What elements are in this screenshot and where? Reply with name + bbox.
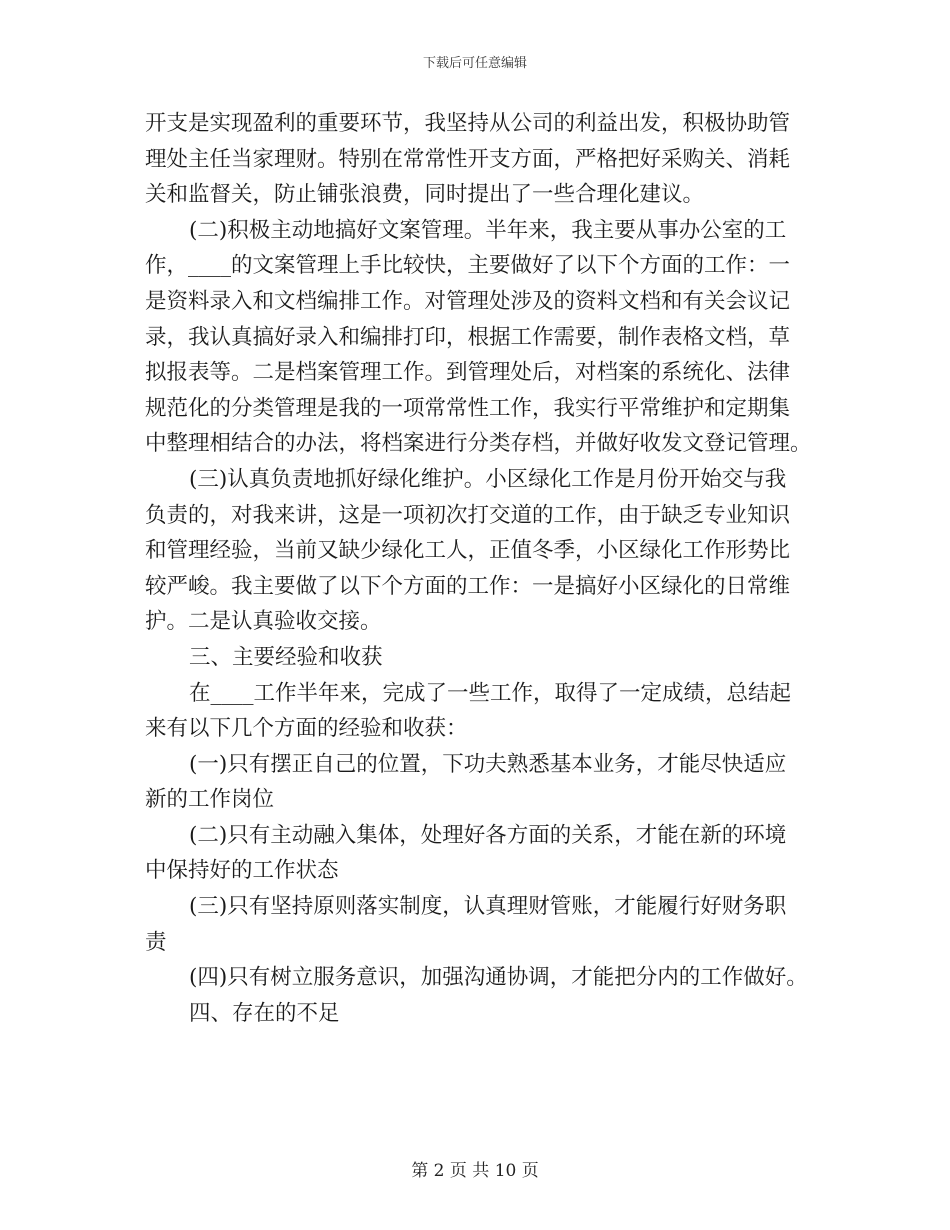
text-line: 规范化的分类管理是我的一项常常性工作，我实行平常维护和定期集 — [145, 395, 791, 421]
text-line: (一)只有摆正自己的位置，下功夫熟悉基本业务，才能尽快适应 — [189, 751, 787, 777]
text-line: 中保持好的工作状态 — [145, 858, 339, 884]
text-line: 是资料录入和文档编排工作。对管理处涉及的资料文档和有关会议记 — [145, 288, 791, 314]
text-line: 拟报表等。二是档案管理工作。到管理处后，对档案的系统化、法律 — [145, 360, 791, 386]
text-line: 新的工作岗位 — [145, 787, 275, 813]
text-line: (二)积极主动地搞好文案管理。半年来，我主要从事办公室的工 — [189, 217, 787, 243]
text-line: (二)只有主动融入集体，处理好各方面的关系，才能在新的环境 — [189, 822, 787, 848]
text-line: 三、主要经验和收获 — [189, 644, 383, 670]
text-line: (三)认真负责地抓好绿化维护。小区绿化工作是月份开始交与我 — [189, 466, 787, 492]
text-line: 在____工作半年来，完成了一些工作，取得了一定成绩，总结起 — [189, 680, 792, 706]
document-body — [145, 106, 825, 1031]
text-line: 护。二是认真验收交接。 — [145, 609, 382, 635]
text-line: 和管理经验，当前又缺少绿化工人，正值冬季，小区绿化工作形势比 — [145, 538, 791, 564]
text-line: 四、存在的不足 — [189, 1000, 340, 1026]
text-line: 开支是实现盈利的重要环节，我坚持从公司的利益出发，积极协助管 — [145, 111, 791, 136]
text-line: 理处主任当家理财。特别在常常性开支方面，严格把好采购关、消耗 — [145, 146, 791, 172]
text-line: (三)只有坚持原则落实制度，认真理财管账，才能履行好财务职 — [189, 894, 787, 920]
text-line: 较严峻。我主要做了以下个方面的工作：一是搞好小区绿化的日常维 — [145, 573, 791, 599]
text-line: 关和监督关，防止铺张浪费，同时提出了一些合理化建议。 — [145, 182, 705, 208]
text-line: 责 — [145, 929, 167, 955]
text-line: (四)只有树立服务意识，加强沟通协调，才能把分内的工作做好。 — [189, 965, 808, 991]
page-footer: 第 2 页 共 10 页 — [411, 1161, 539, 1181]
text-line: 来有以下几个方面的经验和收获： — [145, 716, 468, 742]
text-line: 负责的，对我来讲，这是一项初次打交道的工作，由于缺乏专业知识 — [145, 502, 791, 528]
text-line: 录，我认真搞好录入和编排打印，根据工作需要，制作表格文档，草 — [145, 324, 791, 350]
page-header: 下载后可任意编辑 — [422, 56, 527, 71]
text-line: 作，____的文案管理上手比较快，主要做好了以下个方面的工作：一 — [145, 253, 791, 279]
text-line: 中整理相结合的办法，将档案进行分类存档，并做好收发文登记管理。 — [145, 431, 812, 457]
